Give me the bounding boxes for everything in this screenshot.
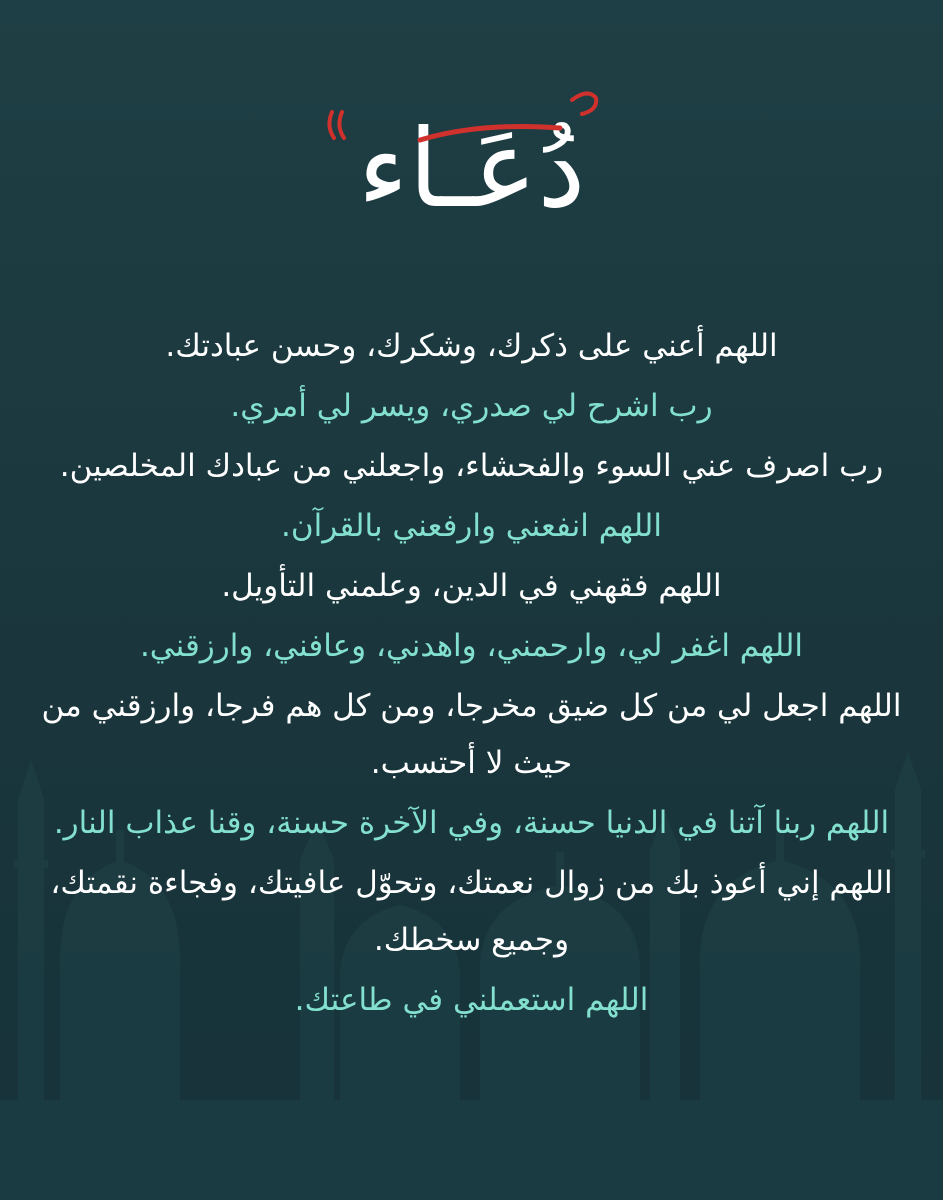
title-area <box>0 70 943 250</box>
prayer-line-2: رب اشرح لي صدري، ويسر لي أمري. <box>230 388 713 424</box>
page-title: دُعَـاء <box>357 107 586 232</box>
prayer-line-10: اللهم استعملني في طاعتك. <box>294 982 649 1018</box>
prayer-line-8: اللهم ربنا آتنا في الدنيا حسنة، وفي الآخرة حسنة، وقنا عذاب النار. <box>53 805 890 841</box>
prayer-line-3: رب اصرف عني السوء والفحشاء، واجعلني من عبادك المخلصين. <box>59 448 884 484</box>
prayer-line-1: اللهم أعني على ذكرك، وشكرك، وحسن عبادتك. <box>165 328 778 364</box>
prayer-line-9: اللهم إني أعوذ بك من زوال نعمتك، وتحوّل عافيتك، وفجاءة نقمتك، وجميع سخطك. <box>50 865 893 958</box>
prayer-line-4: اللهم انفعني وارفعني بالقرآن. <box>281 508 662 544</box>
title-calligraphy-accent <box>0 70 943 250</box>
prayer-line-5: اللهم فقهني في الدين، وعلمني التأويل. <box>221 568 722 604</box>
prayer-line-7: اللهم اجعل لي من كل ضيق مخرجا، ومن كل هم فرجا، وارزقني من حيث لا أحتسب. <box>41 688 902 781</box>
prayer-line-6: اللهم اغفر لي، وارحمني، واهدني، وعافني، وارزقني. <box>139 628 804 664</box>
prayer-list <box>40 318 903 1032</box>
